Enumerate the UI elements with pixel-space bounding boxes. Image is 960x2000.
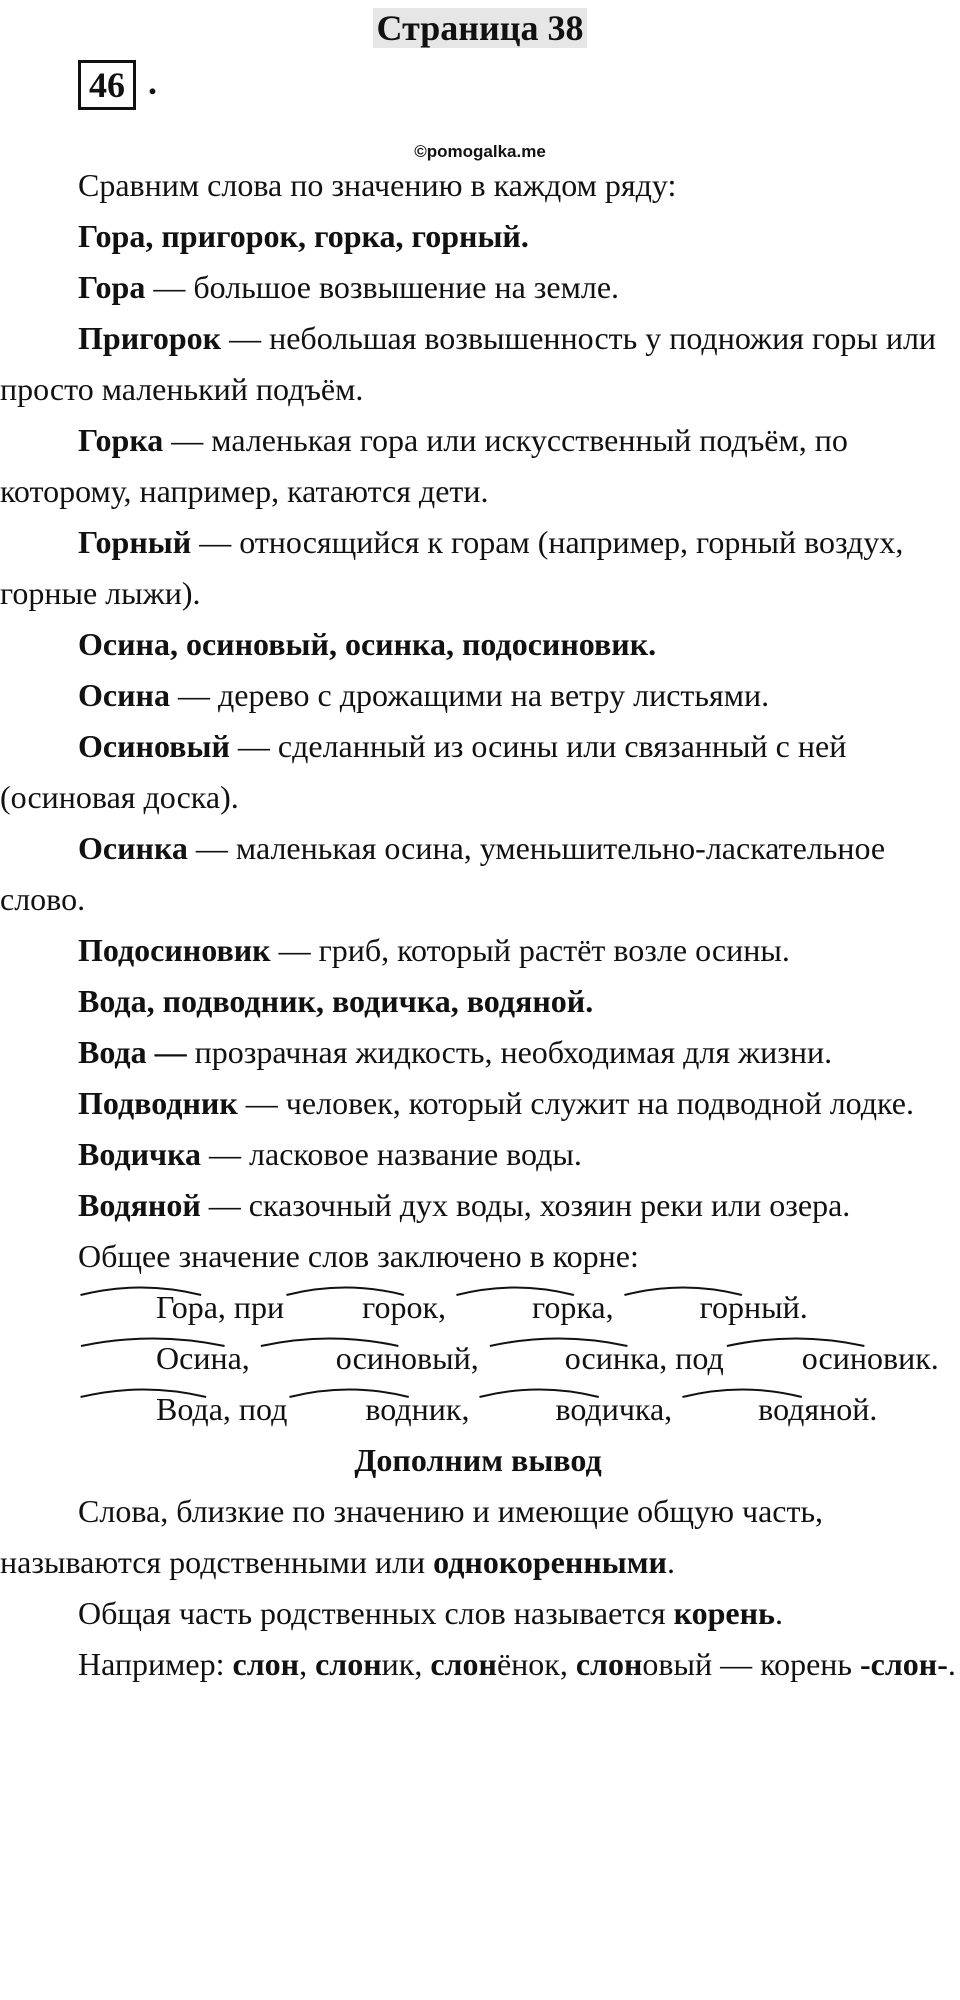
root-arc-mark [622, 1284, 744, 1296]
example-root: слон [232, 1646, 300, 1682]
example-suffix: ик [381, 1646, 415, 1682]
root-word [680, 1391, 869, 1427]
word-ending: а [208, 1391, 223, 1427]
definition-text: — большое возвышение на земле. [145, 269, 620, 305]
example-end: . [947, 1646, 956, 1682]
defined-word: Водяной [78, 1187, 201, 1223]
root-arc-mark [284, 1284, 406, 1296]
root-arc-mark [78, 1335, 228, 1347]
root-word [78, 1340, 242, 1376]
root-line: Вод а, под вод ник, вод ичка, вод яной. [0, 1384, 960, 1435]
definition-text: — маленькая осина, уменьшительно-ласкательное слово. [0, 830, 886, 917]
word-ending: овик [867, 1340, 931, 1376]
word-root: Гор [78, 1282, 204, 1333]
root-word [234, 1289, 438, 1325]
defined-word: Подосиновик [78, 932, 271, 968]
word-ending: а [203, 1289, 218, 1325]
defined-word: Горный [78, 524, 192, 560]
definition-text: — сказочный дух воды, хозяин реки или озера. [200, 1187, 851, 1223]
word-ending: ка [630, 1340, 660, 1376]
defined-word: Осинка [78, 830, 188, 866]
example-root: слон [575, 1646, 643, 1682]
root-word [487, 1340, 660, 1376]
definition [0, 313, 960, 415]
defined-word: Горка [78, 422, 164, 458]
root-word [675, 1340, 931, 1376]
root-arc-mark [680, 1386, 804, 1398]
root-arc-mark [487, 1335, 630, 1347]
example-lead: Например: [78, 1646, 233, 1682]
word-root: вод [477, 1384, 601, 1435]
word-ending: ичка [601, 1391, 665, 1427]
definition [0, 1027, 960, 1078]
definition-text: — ласковое название воды. [201, 1136, 582, 1172]
group2-definitions [0, 670, 960, 976]
definition-text: — сделанный из осины или связанный с ней (осиновая доска). [0, 728, 847, 815]
word-root: Вод [78, 1384, 209, 1435]
word-ending: ок [406, 1289, 439, 1325]
root-word [78, 1391, 223, 1427]
page-title: Страница 38 [0, 6, 960, 50]
word-root: осин [724, 1333, 867, 1384]
example-root: слон [430, 1646, 497, 1682]
word-ending: ный [743, 1289, 800, 1325]
root-arc-mark [287, 1386, 411, 1398]
conclusion-paragraph-3 [0, 1639, 960, 1690]
defined-word: Водичка [78, 1136, 202, 1172]
conclusion-paragraph-1: Слова, близкие по значению и имеющие общую часть, называются родственными или однокоренными. [0, 1493, 824, 1580]
defined-word: Вода — [78, 1034, 187, 1070]
definition [0, 721, 960, 823]
root-arc-mark [454, 1284, 576, 1296]
example-separator: , [414, 1646, 431, 1682]
root-line: Гор а, при гор ок, гор ка, гор ный. [0, 1282, 960, 1333]
definition-text: — человек, который служит на подводной лодке. [237, 1085, 914, 1121]
word-ending: а [227, 1340, 242, 1376]
defined-word: Осина [78, 677, 170, 713]
defined-word: Гора [78, 269, 146, 305]
definition [0, 925, 960, 976]
definition-text: — маленькая гора или искусственный подъём, по которому, например, катаются дети. [0, 422, 848, 509]
example-suffix: овый [642, 1646, 713, 1682]
example-suffix: ёнок [496, 1646, 560, 1682]
root-arc-mark [78, 1284, 204, 1296]
root-word [78, 1289, 218, 1325]
conclusion-paragraph-2: Общая часть родственных слов называется корень. [78, 1595, 783, 1631]
intro-paragraph: Сравним слова по значению в каждом ряду: [78, 167, 677, 203]
task-number-dot: . [148, 62, 157, 102]
word-root: Осин [78, 1333, 228, 1384]
example-root: слон [315, 1646, 382, 1682]
definition-text: прозрачная жидкость, необходимая для жизни. [186, 1034, 833, 1070]
word-root: гор [454, 1282, 576, 1333]
word-prefix: под [675, 1340, 724, 1376]
defined-word: Пригорок [78, 320, 222, 356]
root-line: Осин а, осин овый, осин ка, под осин овик. [0, 1333, 960, 1384]
word-root: осин [258, 1333, 401, 1384]
example-separator: , [559, 1646, 576, 1682]
example-dash: — корень [712, 1646, 860, 1682]
group1-heading: Гора, пригорок, горка, горный. [78, 218, 529, 254]
group3-definitions [0, 1027, 960, 1231]
example-separator: , [299, 1646, 316, 1682]
conclusion-heading: Дополним вывод [354, 1442, 602, 1478]
root-word [622, 1289, 800, 1325]
word-root: осин [487, 1333, 630, 1384]
definition [0, 1180, 960, 1231]
definition-text: — гриб, который растёт возле осины. [270, 932, 790, 968]
definition-text: — дерево с дрожащими на ветру листьями. [169, 677, 770, 713]
word-prefix: при [233, 1289, 285, 1325]
word-ending: ник [411, 1391, 462, 1427]
root-arc-mark [78, 1386, 209, 1398]
solution-text [0, 160, 960, 1690]
root-arc-mark [258, 1335, 401, 1347]
task-number: 46 [78, 60, 136, 110]
definition [0, 262, 960, 313]
word-root: вод [287, 1384, 411, 1435]
word-root: вод [680, 1384, 804, 1435]
definition-text: — относящийся к горам (например, горный воздух, горные лыжи). [0, 524, 904, 611]
root-term: -слон- [859, 1646, 948, 1682]
word-root: гор [284, 1282, 406, 1333]
root-word [454, 1289, 606, 1325]
root-arc-mark [477, 1386, 601, 1398]
word-ending: овый [401, 1340, 471, 1376]
root-lines [0, 1282, 960, 1435]
defined-word: Осиновый [78, 728, 230, 764]
definition [0, 517, 960, 619]
word-prefix: под [238, 1391, 288, 1427]
definition [0, 415, 960, 517]
defined-word: Подводник [78, 1085, 238, 1121]
roots-intro: Общее значение слов заключено в корне: [78, 1238, 639, 1274]
watermark: ©pomogalka.me [414, 142, 546, 161]
definition [0, 1129, 960, 1180]
root-word [239, 1391, 462, 1427]
group2-heading: Осина, осиновый, осинка, подосиновик. [78, 626, 657, 662]
word-ending: яной [804, 1391, 870, 1427]
definition [0, 1078, 960, 1129]
root-arc-mark [724, 1335, 867, 1347]
group3-heading: Вода, подводник, водичка, водяной. [78, 983, 594, 1019]
definition-text: — небольшая возвышенность у подножия горы или просто маленький подъём. [0, 320, 937, 407]
word-root: гор [622, 1282, 744, 1333]
word-ending: ка [576, 1289, 606, 1325]
root-word [258, 1340, 471, 1376]
root-word [477, 1391, 664, 1427]
definition [0, 670, 960, 721]
group1-definitions [0, 262, 960, 619]
definition [0, 823, 960, 925]
